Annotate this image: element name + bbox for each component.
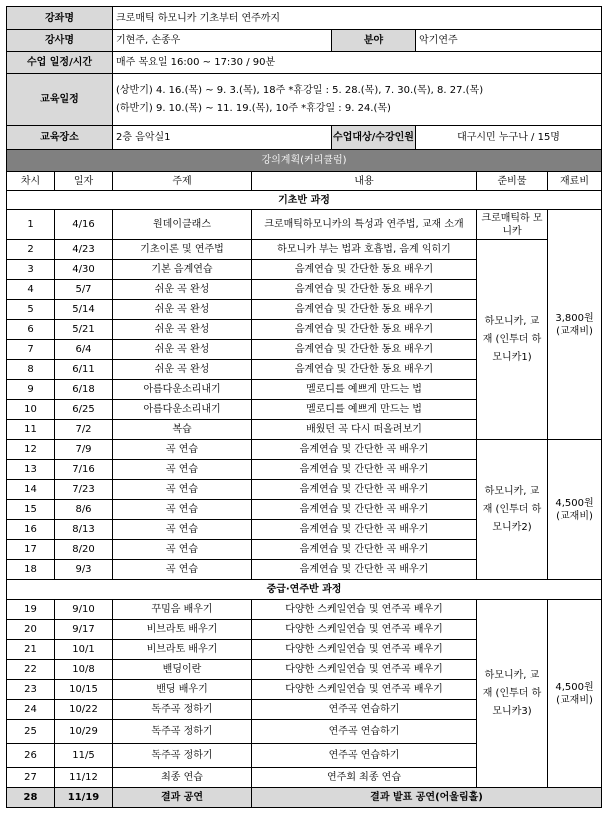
prep-group-4: 하모니카, 교재 (인투더 하모니카3) [477,600,548,788]
row-17-date: 8/20 [55,540,113,560]
row-6-content: 음계연습 및 간단한 동요 배우기 [252,320,477,340]
edu-schedule-line1: (상반기) 4. 16.(목) ~ 9. 3.(목), 18주 *휴강일 : 5. 28.(목), 7. 30.(목), 8. 27.(목) [116,84,484,96]
course-info-table [6,6,602,150]
prep-group-1: 크로매틱하 모니카 [477,210,548,240]
row-21-content: 다양한 스케일연습 및 연주곡 배우기 [252,640,477,660]
row-5-topic: 쉬운 곡 완성 [113,300,252,320]
field-value: 악기연주 [416,30,602,52]
row-10-session: 10 [7,400,55,420]
target-label: 수업대상/수강인원 [332,126,416,150]
row-17-session: 17 [7,540,55,560]
row-28-topic: 결과 공연 [113,788,252,808]
row-19-date: 9/10 [55,600,113,620]
row-17-topic: 곡 연습 [113,540,252,560]
row-12-content: 음계연습 및 간단한 곡 배우기 [252,440,477,460]
row-7-topic: 쉬운 곡 완성 [113,340,252,360]
row-2-content: 하모니카 부는 법과 호흡법, 음계 익히기 [252,240,477,260]
row-4-session: 4 [7,280,55,300]
prep-group-2: 하모니카, 교재 (인투더 하모니카1) [477,240,548,440]
row-10-topic: 아름다운소리내기 [113,400,252,420]
row-5-session: 5 [7,300,55,320]
row-18-session: 18 [7,560,55,580]
row-21-session: 21 [7,640,55,660]
row-15-session: 15 [7,500,55,520]
curriculum-table [6,149,602,808]
row-7-date: 6/4 [55,340,113,360]
row-1-date: 4/16 [55,210,113,240]
row-24-session: 24 [7,700,55,720]
row-25-content: 연주곡 연습하기 [252,720,477,744]
row-1-topic: 원데이클래스 [113,210,252,240]
row-9-date: 6/18 [55,380,113,400]
edu-schedule-value [113,74,602,126]
col-header-date: 일자 [55,172,113,191]
place-value: 2층 음악실1 [113,126,332,150]
edu-schedule-line2: (하반기) 9. 10.(목) ~ 11. 19.(목), 10주 *휴강일 : 9. 24.(목) [116,102,391,114]
col-header-fee: 재료비 [548,172,602,191]
prep-group-3: 하모니카, 교재 (인투더 하모니카2) [477,440,548,580]
row-18-topic: 곡 연습 [113,560,252,580]
row-8-content: 음계연습 및 간단한 동요 배우기 [252,360,477,380]
row-16-session: 16 [7,520,55,540]
col-header-prep: 준비물 [477,172,548,191]
row-24-date: 10/22 [55,700,113,720]
row-1-content: 크로매틱하모니카의 특성과 연주법, 교재 소개 [252,210,477,240]
row-3-date: 4/30 [55,260,113,280]
row-15-topic: 곡 연습 [113,500,252,520]
row-3-topic: 기본 음계연습 [113,260,252,280]
row-16-date: 8/13 [55,520,113,540]
row-19-content: 다양한 스케일연습 및 연주곡 배우기 [252,600,477,620]
row-19-topic: 꾸밈음 배우기 [113,600,252,620]
row-9-session: 9 [7,380,55,400]
col-header-topic: 주제 [113,172,252,191]
row-14-topic: 곡 연습 [113,480,252,500]
row-13-content: 음계연습 및 간단한 곡 배우기 [252,460,477,480]
schedule-value: 매주 목요일 16:00 ~ 17:30 / 90분 [113,52,602,74]
row-26-content: 연주곡 연습하기 [252,744,477,768]
row-25-session: 25 [7,720,55,744]
row-20-session: 20 [7,620,55,640]
row-7-session: 7 [7,340,55,360]
row-25-topic: 독주곡 정하기 [113,720,252,744]
row-12-session: 12 [7,440,55,460]
fee-group-1: 3,800원 (교재비) [548,210,602,440]
col-header-session: 차시 [7,172,55,191]
row-23-session: 23 [7,680,55,700]
row-6-date: 5/21 [55,320,113,340]
row-8-session: 8 [7,360,55,380]
row-2-session: 2 [7,240,55,260]
row-20-content: 다양한 스케일연습 및 연주곡 배우기 [252,620,477,640]
row-19-session: 19 [7,600,55,620]
row-12-topic: 곡 연습 [113,440,252,460]
row-5-date: 5/14 [55,300,113,320]
row-13-topic: 곡 연습 [113,460,252,480]
row-8-topic: 쉬운 곡 완성 [113,360,252,380]
row-17-content: 음계연습 및 간단한 곡 배우기 [252,540,477,560]
row-26-session: 26 [7,744,55,768]
row-22-session: 22 [7,660,55,680]
row-13-date: 7/16 [55,460,113,480]
row-27-topic: 최종 연습 [113,768,252,788]
row-11-topic: 복습 [113,420,252,440]
row-23-content: 다양한 스케일연습 및 연주곡 배우기 [252,680,477,700]
schedule-label: 수업 일정/시간 [7,52,113,74]
row-10-date: 6/25 [55,400,113,420]
row-28-content: 결과 발표 공연(어울림홀) [252,788,602,808]
row-21-date: 10/1 [55,640,113,660]
instructor-label: 강사명 [7,30,113,52]
row-20-topic: 비브라토 배우기 [113,620,252,640]
row-3-session: 3 [7,260,55,280]
row-24-topic: 독주곡 정하기 [113,700,252,720]
row-11-session: 11 [7,420,55,440]
row-18-content: 음계연습 및 간단한 곡 배우기 [252,560,477,580]
row-21-topic: 비브라토 배우기 [113,640,252,660]
row-2-date: 4/23 [55,240,113,260]
section-advanced: 중급·연주반 과정 [7,580,602,600]
col-header-content: 내용 [252,172,477,191]
fee-group-2: 4,500원 (교재비) [548,440,602,580]
row-18-date: 9/3 [55,560,113,580]
row-7-content: 음계연습 및 간단한 동요 배우기 [252,340,477,360]
row-14-content: 음계연습 및 간단한 곡 배우기 [252,480,477,500]
fee-group-3: 4,500원 (교재비) [548,600,602,788]
row-26-date: 11/5 [55,744,113,768]
target-value: 대구시민 누구나 / 15명 [416,126,602,150]
curriculum-title: 강의계획(커리큘럼) [7,150,602,172]
row-8-date: 6/11 [55,360,113,380]
row-4-date: 5/7 [55,280,113,300]
row-3-content: 음계연습 및 간단한 동요 배우기 [252,260,477,280]
row-25-date: 10/29 [55,720,113,744]
course-name-label: 강좌명 [7,7,113,30]
instructor-value: 기현주, 손종우 [113,30,332,52]
row-2-topic: 기초이론 및 연주법 [113,240,252,260]
row-5-content: 음계연습 및 간단한 동요 배우기 [252,300,477,320]
row-26-topic: 독주곡 정하기 [113,744,252,768]
course-document [6,6,601,808]
place-label: 교육장소 [7,126,113,150]
row-9-topic: 아름다운소리내기 [113,380,252,400]
row-14-date: 7/23 [55,480,113,500]
row-27-session: 27 [7,768,55,788]
row-4-content: 음계연습 및 간단한 동요 배우기 [252,280,477,300]
row-13-session: 13 [7,460,55,480]
row-22-date: 10/8 [55,660,113,680]
row-15-date: 8/6 [55,500,113,520]
row-22-content: 다양한 스케일연습 및 연주곡 배우기 [252,660,477,680]
row-9-content: 멜로디를 예쁘게 만드는 법 [252,380,477,400]
row-4-topic: 쉬운 곡 완성 [113,280,252,300]
row-10-content: 멜로디를 예쁘게 만드는 법 [252,400,477,420]
row-16-content: 음계연습 및 간단한 곡 배우기 [252,520,477,540]
row-14-session: 14 [7,480,55,500]
row-6-session: 6 [7,320,55,340]
row-28-date: 11/19 [55,788,113,808]
row-6-topic: 쉬운 곡 완성 [113,320,252,340]
row-23-date: 10/15 [55,680,113,700]
row-27-content: 연주회 최종 연습 [252,768,477,788]
row-15-content: 음계연습 및 간단한 곡 배우기 [252,500,477,520]
row-24-content: 연주곡 연습하기 [252,700,477,720]
row-11-date: 7/2 [55,420,113,440]
row-12-date: 7/9 [55,440,113,460]
row-23-topic: 밴딩 배우기 [113,680,252,700]
row-28-session: 28 [7,788,55,808]
course-name-value: 크로매틱 하모니카 기초부터 연주까지 [113,7,602,30]
row-1-session: 1 [7,210,55,240]
row-16-topic: 곡 연습 [113,520,252,540]
row-22-topic: 밴딩이란 [113,660,252,680]
row-27-date: 11/12 [55,768,113,788]
row-20-date: 9/17 [55,620,113,640]
edu-schedule-label: 교육일정 [7,74,113,126]
field-label: 분야 [332,30,416,52]
section-basic: 기초반 과정 [7,191,602,210]
row-11-content: 배웠던 곡 다시 떠올려보기 [252,420,477,440]
